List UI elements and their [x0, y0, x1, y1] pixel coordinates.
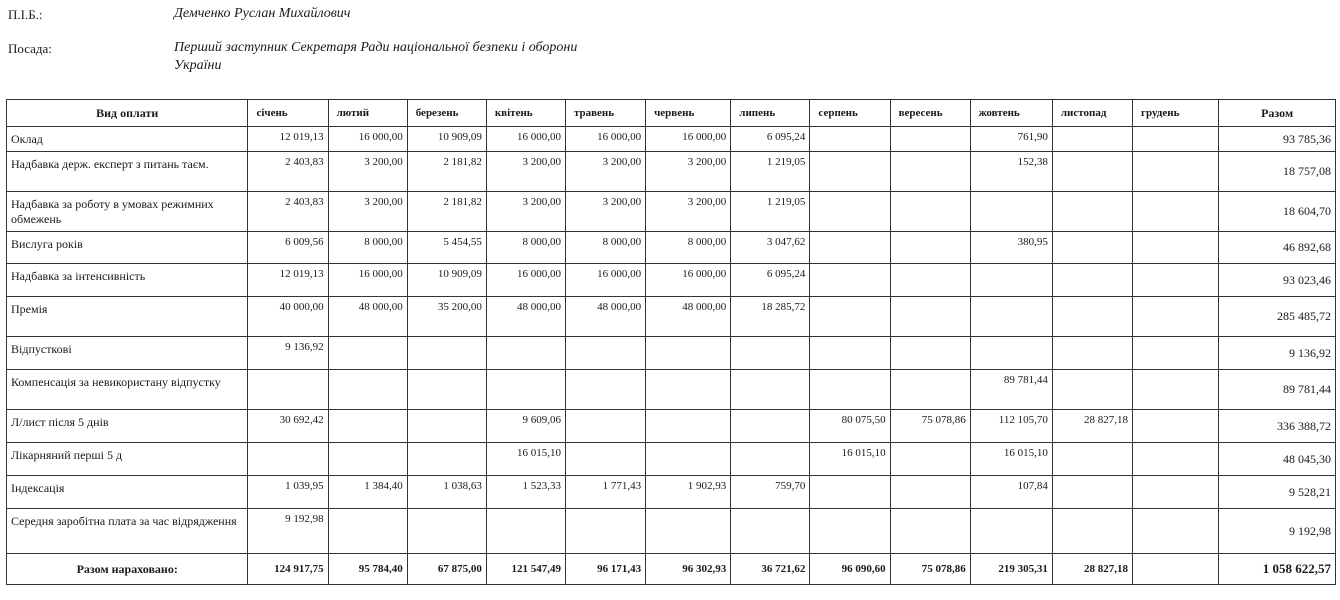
amount-cell	[890, 232, 970, 264]
amount-cell	[731, 337, 810, 370]
amount-cell	[970, 192, 1052, 232]
amount-cell: 2 403,83	[248, 152, 328, 192]
column-header-month: березень	[407, 100, 486, 127]
amount-cell	[1052, 127, 1132, 152]
amount-cell: 3 200,00	[328, 192, 407, 232]
amount-cell: 6 095,24	[731, 264, 810, 297]
amount-cell	[565, 509, 645, 554]
row-label: Надбавка за роботу в умовах режимних обмежень	[7, 192, 248, 232]
column-header-month: липень	[731, 100, 810, 127]
amount-cell	[890, 192, 970, 232]
amount-cell	[486, 509, 565, 554]
position-value-line1: Перший заступник Секретаря Ради національної безпеки і оборони	[174, 40, 578, 55]
row-label: Відпусткові	[7, 337, 248, 370]
amount-cell: 3 200,00	[646, 192, 731, 232]
amount-cell	[646, 443, 731, 476]
amount-cell	[1052, 297, 1132, 337]
amount-cell: 8 000,00	[646, 232, 731, 264]
amount-cell: 5 454,55	[407, 232, 486, 264]
amount-cell	[1052, 509, 1132, 554]
table-row	[7, 264, 1336, 297]
amount-cell	[407, 410, 486, 443]
summary-amount-cell: 219 305,31	[970, 554, 1052, 585]
amount-cell: 9 609,06	[486, 410, 565, 443]
summary-amount-cell: 96 171,43	[565, 554, 645, 585]
amount-cell	[1133, 232, 1219, 264]
row-total-cell: 93 023,46	[1219, 264, 1336, 297]
amount-cell	[1133, 152, 1219, 192]
amount-cell: 6 095,24	[731, 127, 810, 152]
amount-cell	[565, 337, 645, 370]
amount-cell: 3 200,00	[646, 152, 731, 192]
amount-cell	[1052, 337, 1132, 370]
table-row	[7, 232, 1336, 264]
summary-amount-cell	[1133, 554, 1219, 585]
amount-cell: 107,84	[970, 476, 1052, 509]
table-row	[7, 297, 1336, 337]
row-total-cell: 89 781,44	[1219, 370, 1336, 410]
amount-cell	[486, 337, 565, 370]
row-total-cell: 18 604,70	[1219, 192, 1336, 232]
row-total-cell: 336 388,72	[1219, 410, 1336, 443]
summary-amount-cell: 121 547,49	[486, 554, 565, 585]
amount-cell: 16 000,00	[565, 127, 645, 152]
amount-cell	[248, 370, 328, 410]
table-row	[7, 476, 1336, 509]
column-header-month: серпень	[810, 100, 890, 127]
amount-cell: 16 015,10	[970, 443, 1052, 476]
amount-cell	[1052, 370, 1132, 410]
amount-cell: 2 181,82	[407, 192, 486, 232]
column-header-month: лютий	[328, 100, 407, 127]
row-label: Оклад	[7, 127, 248, 152]
amount-cell: 3 047,62	[731, 232, 810, 264]
amount-cell	[248, 443, 328, 476]
amount-cell: 8 000,00	[486, 232, 565, 264]
position-value-line2: України	[174, 58, 222, 73]
row-total-cell: 48 045,30	[1219, 443, 1336, 476]
amount-cell	[1052, 192, 1132, 232]
amount-cell	[970, 509, 1052, 554]
amount-cell: 380,95	[970, 232, 1052, 264]
amount-cell	[890, 476, 970, 509]
row-total-cell: 285 485,72	[1219, 297, 1336, 337]
amount-cell	[810, 297, 890, 337]
amount-cell: 12 019,13	[248, 264, 328, 297]
amount-cell	[731, 370, 810, 410]
row-total-cell: 9 192,98	[1219, 509, 1336, 554]
amount-cell	[810, 192, 890, 232]
table-row	[7, 410, 1336, 443]
summary-amount-cell: 124 917,75	[248, 554, 328, 585]
amount-cell: 3 200,00	[565, 152, 645, 192]
amount-cell	[810, 370, 890, 410]
row-total-cell: 9 136,92	[1219, 337, 1336, 370]
amount-cell	[890, 264, 970, 297]
column-header-month: січень	[248, 100, 328, 127]
summary-amount-cell: 28 827,18	[1052, 554, 1132, 585]
amount-cell: 28 827,18	[1052, 410, 1132, 443]
row-total-cell: 18 757,08	[1219, 152, 1336, 192]
amount-cell: 8 000,00	[328, 232, 407, 264]
amount-cell	[890, 297, 970, 337]
amount-cell: 1 902,93	[646, 476, 731, 509]
amount-cell	[1133, 192, 1219, 232]
amount-cell	[810, 232, 890, 264]
amount-cell: 16 000,00	[486, 127, 565, 152]
amount-cell: 35 200,00	[407, 297, 486, 337]
summary-amount-cell: 67 875,00	[407, 554, 486, 585]
amount-cell	[890, 370, 970, 410]
table-row	[7, 443, 1336, 476]
amount-cell	[328, 509, 407, 554]
row-label: Компенсація за невикористану відпустку	[7, 370, 248, 410]
amount-cell: 12 019,13	[248, 127, 328, 152]
amount-cell	[407, 509, 486, 554]
amount-cell	[646, 337, 731, 370]
amount-cell: 1 038,63	[407, 476, 486, 509]
amount-cell: 2 181,82	[407, 152, 486, 192]
amount-cell	[646, 410, 731, 443]
row-label: Надбавка держ. експерт з питань таєм.	[7, 152, 248, 192]
amount-cell	[810, 476, 890, 509]
amount-cell	[810, 152, 890, 192]
row-label: Вислуга років	[7, 232, 248, 264]
amount-cell	[1133, 410, 1219, 443]
amount-cell	[565, 370, 645, 410]
amount-cell: 80 075,50	[810, 410, 890, 443]
amount-cell: 9 136,92	[248, 337, 328, 370]
amount-cell: 16 015,10	[810, 443, 890, 476]
amount-cell: 1 771,43	[565, 476, 645, 509]
amount-cell: 1 523,33	[486, 476, 565, 509]
row-label: Лікарняний перші 5 д	[7, 443, 248, 476]
amount-cell: 16 000,00	[565, 264, 645, 297]
amount-cell: 48 000,00	[486, 297, 565, 337]
row-label: Л/лист після 5 днів	[7, 410, 248, 443]
amount-cell: 89 781,44	[970, 370, 1052, 410]
name-value: Демченко Руслан Михайлович	[174, 6, 351, 21]
table-row	[7, 370, 1336, 410]
amount-cell	[1052, 152, 1132, 192]
summary-label: Разом нараховано:	[7, 554, 248, 585]
table-row	[7, 127, 1336, 152]
amount-cell	[486, 370, 565, 410]
amount-cell	[890, 443, 970, 476]
amount-cell: 16 000,00	[328, 127, 407, 152]
amount-cell	[970, 337, 1052, 370]
column-header-total: Разом	[1219, 100, 1336, 127]
column-header-month: листопад	[1052, 100, 1132, 127]
amount-cell: 16 015,10	[486, 443, 565, 476]
amount-cell: 1 039,95	[248, 476, 328, 509]
amount-cell	[810, 264, 890, 297]
row-label: Премія	[7, 297, 248, 337]
amount-cell	[810, 127, 890, 152]
amount-cell: 1 219,05	[731, 152, 810, 192]
amount-cell	[1133, 476, 1219, 509]
amount-cell: 6 009,56	[248, 232, 328, 264]
amount-cell	[890, 127, 970, 152]
table-row	[7, 337, 1336, 370]
column-header-month: червень	[646, 100, 731, 127]
amount-cell: 48 000,00	[328, 297, 407, 337]
amount-cell	[565, 410, 645, 443]
amount-cell	[1133, 443, 1219, 476]
amount-cell: 48 000,00	[565, 297, 645, 337]
amount-cell: 16 000,00	[646, 264, 731, 297]
table-row	[7, 152, 1336, 192]
amount-cell	[1052, 443, 1132, 476]
amount-cell: 75 078,86	[890, 410, 970, 443]
grand-total-cell: 1 058 622,57	[1219, 554, 1336, 585]
amount-cell	[1133, 264, 1219, 297]
amount-cell	[810, 337, 890, 370]
amount-cell: 3 200,00	[328, 152, 407, 192]
amount-cell	[407, 370, 486, 410]
amount-cell	[328, 337, 407, 370]
amount-cell: 48 000,00	[646, 297, 731, 337]
amount-cell	[890, 152, 970, 192]
amount-cell: 18 285,72	[731, 297, 810, 337]
summary-amount-cell: 95 784,40	[328, 554, 407, 585]
column-header-month: грудень	[1133, 100, 1219, 127]
table-row	[7, 192, 1336, 232]
amount-cell	[407, 337, 486, 370]
amount-cell	[1133, 509, 1219, 554]
table-row	[7, 509, 1336, 554]
name-label: П.І.Б.:	[8, 7, 43, 22]
row-label: Індексація	[7, 476, 248, 509]
amount-cell: 30 692,42	[248, 410, 328, 443]
amount-cell	[1052, 476, 1132, 509]
amount-cell	[565, 443, 645, 476]
amount-cell: 16 000,00	[486, 264, 565, 297]
amount-cell: 40 000,00	[248, 297, 328, 337]
column-header-payment-type: Вид оплати	[7, 100, 248, 127]
summary-amount-cell: 96 090,60	[810, 554, 890, 585]
amount-cell	[970, 264, 1052, 297]
amount-cell	[328, 443, 407, 476]
amount-cell: 3 200,00	[565, 192, 645, 232]
amount-cell: 10 909,09	[407, 127, 486, 152]
amount-cell	[328, 370, 407, 410]
column-header-month: вересень	[890, 100, 970, 127]
amount-cell: 3 200,00	[486, 152, 565, 192]
row-total-cell: 9 528,21	[1219, 476, 1336, 509]
amount-cell	[1052, 264, 1132, 297]
amount-cell: 16 000,00	[646, 127, 731, 152]
row-total-cell: 93 785,36	[1219, 127, 1336, 152]
amount-cell: 10 909,09	[407, 264, 486, 297]
amount-cell: 1 219,05	[731, 192, 810, 232]
amount-cell: 1 384,40	[328, 476, 407, 509]
amount-cell	[1133, 297, 1219, 337]
amount-cell: 761,90	[970, 127, 1052, 152]
amount-cell: 2 403,83	[248, 192, 328, 232]
amount-cell	[1133, 337, 1219, 370]
amount-cell	[731, 410, 810, 443]
summary-amount-cell: 36 721,62	[731, 554, 810, 585]
row-label: Надбавка за інтенсивність	[7, 264, 248, 297]
summary-amount-cell: 96 302,93	[646, 554, 731, 585]
amount-cell: 3 200,00	[486, 192, 565, 232]
row-total-cell: 46 892,68	[1219, 232, 1336, 264]
amount-cell	[731, 509, 810, 554]
amount-cell	[890, 337, 970, 370]
row-label: Середня заробітна плата за час відрядження	[7, 509, 248, 554]
amount-cell	[1052, 232, 1132, 264]
amount-cell	[1133, 127, 1219, 152]
amount-cell: 9 192,98	[248, 509, 328, 554]
amount-cell	[407, 443, 486, 476]
amount-cell	[1133, 370, 1219, 410]
table-header-row	[7, 100, 1336, 127]
amount-cell	[970, 297, 1052, 337]
amount-cell	[646, 370, 731, 410]
amount-cell: 112 105,70	[970, 410, 1052, 443]
amount-cell: 8 000,00	[565, 232, 645, 264]
payroll-table	[6, 99, 1336, 585]
amount-cell	[328, 410, 407, 443]
amount-cell	[646, 509, 731, 554]
amount-cell: 16 000,00	[328, 264, 407, 297]
amount-cell: 759,70	[731, 476, 810, 509]
position-label: Посада:	[8, 41, 52, 56]
amount-cell: 152,38	[970, 152, 1052, 192]
amount-cell	[890, 509, 970, 554]
column-header-month: квітень	[486, 100, 565, 127]
column-header-month: травень	[565, 100, 645, 127]
amount-cell	[810, 509, 890, 554]
summary-amount-cell: 75 078,86	[890, 554, 970, 585]
column-header-month: жовтень	[970, 100, 1052, 127]
summary-row	[7, 554, 1336, 585]
amount-cell	[731, 443, 810, 476]
